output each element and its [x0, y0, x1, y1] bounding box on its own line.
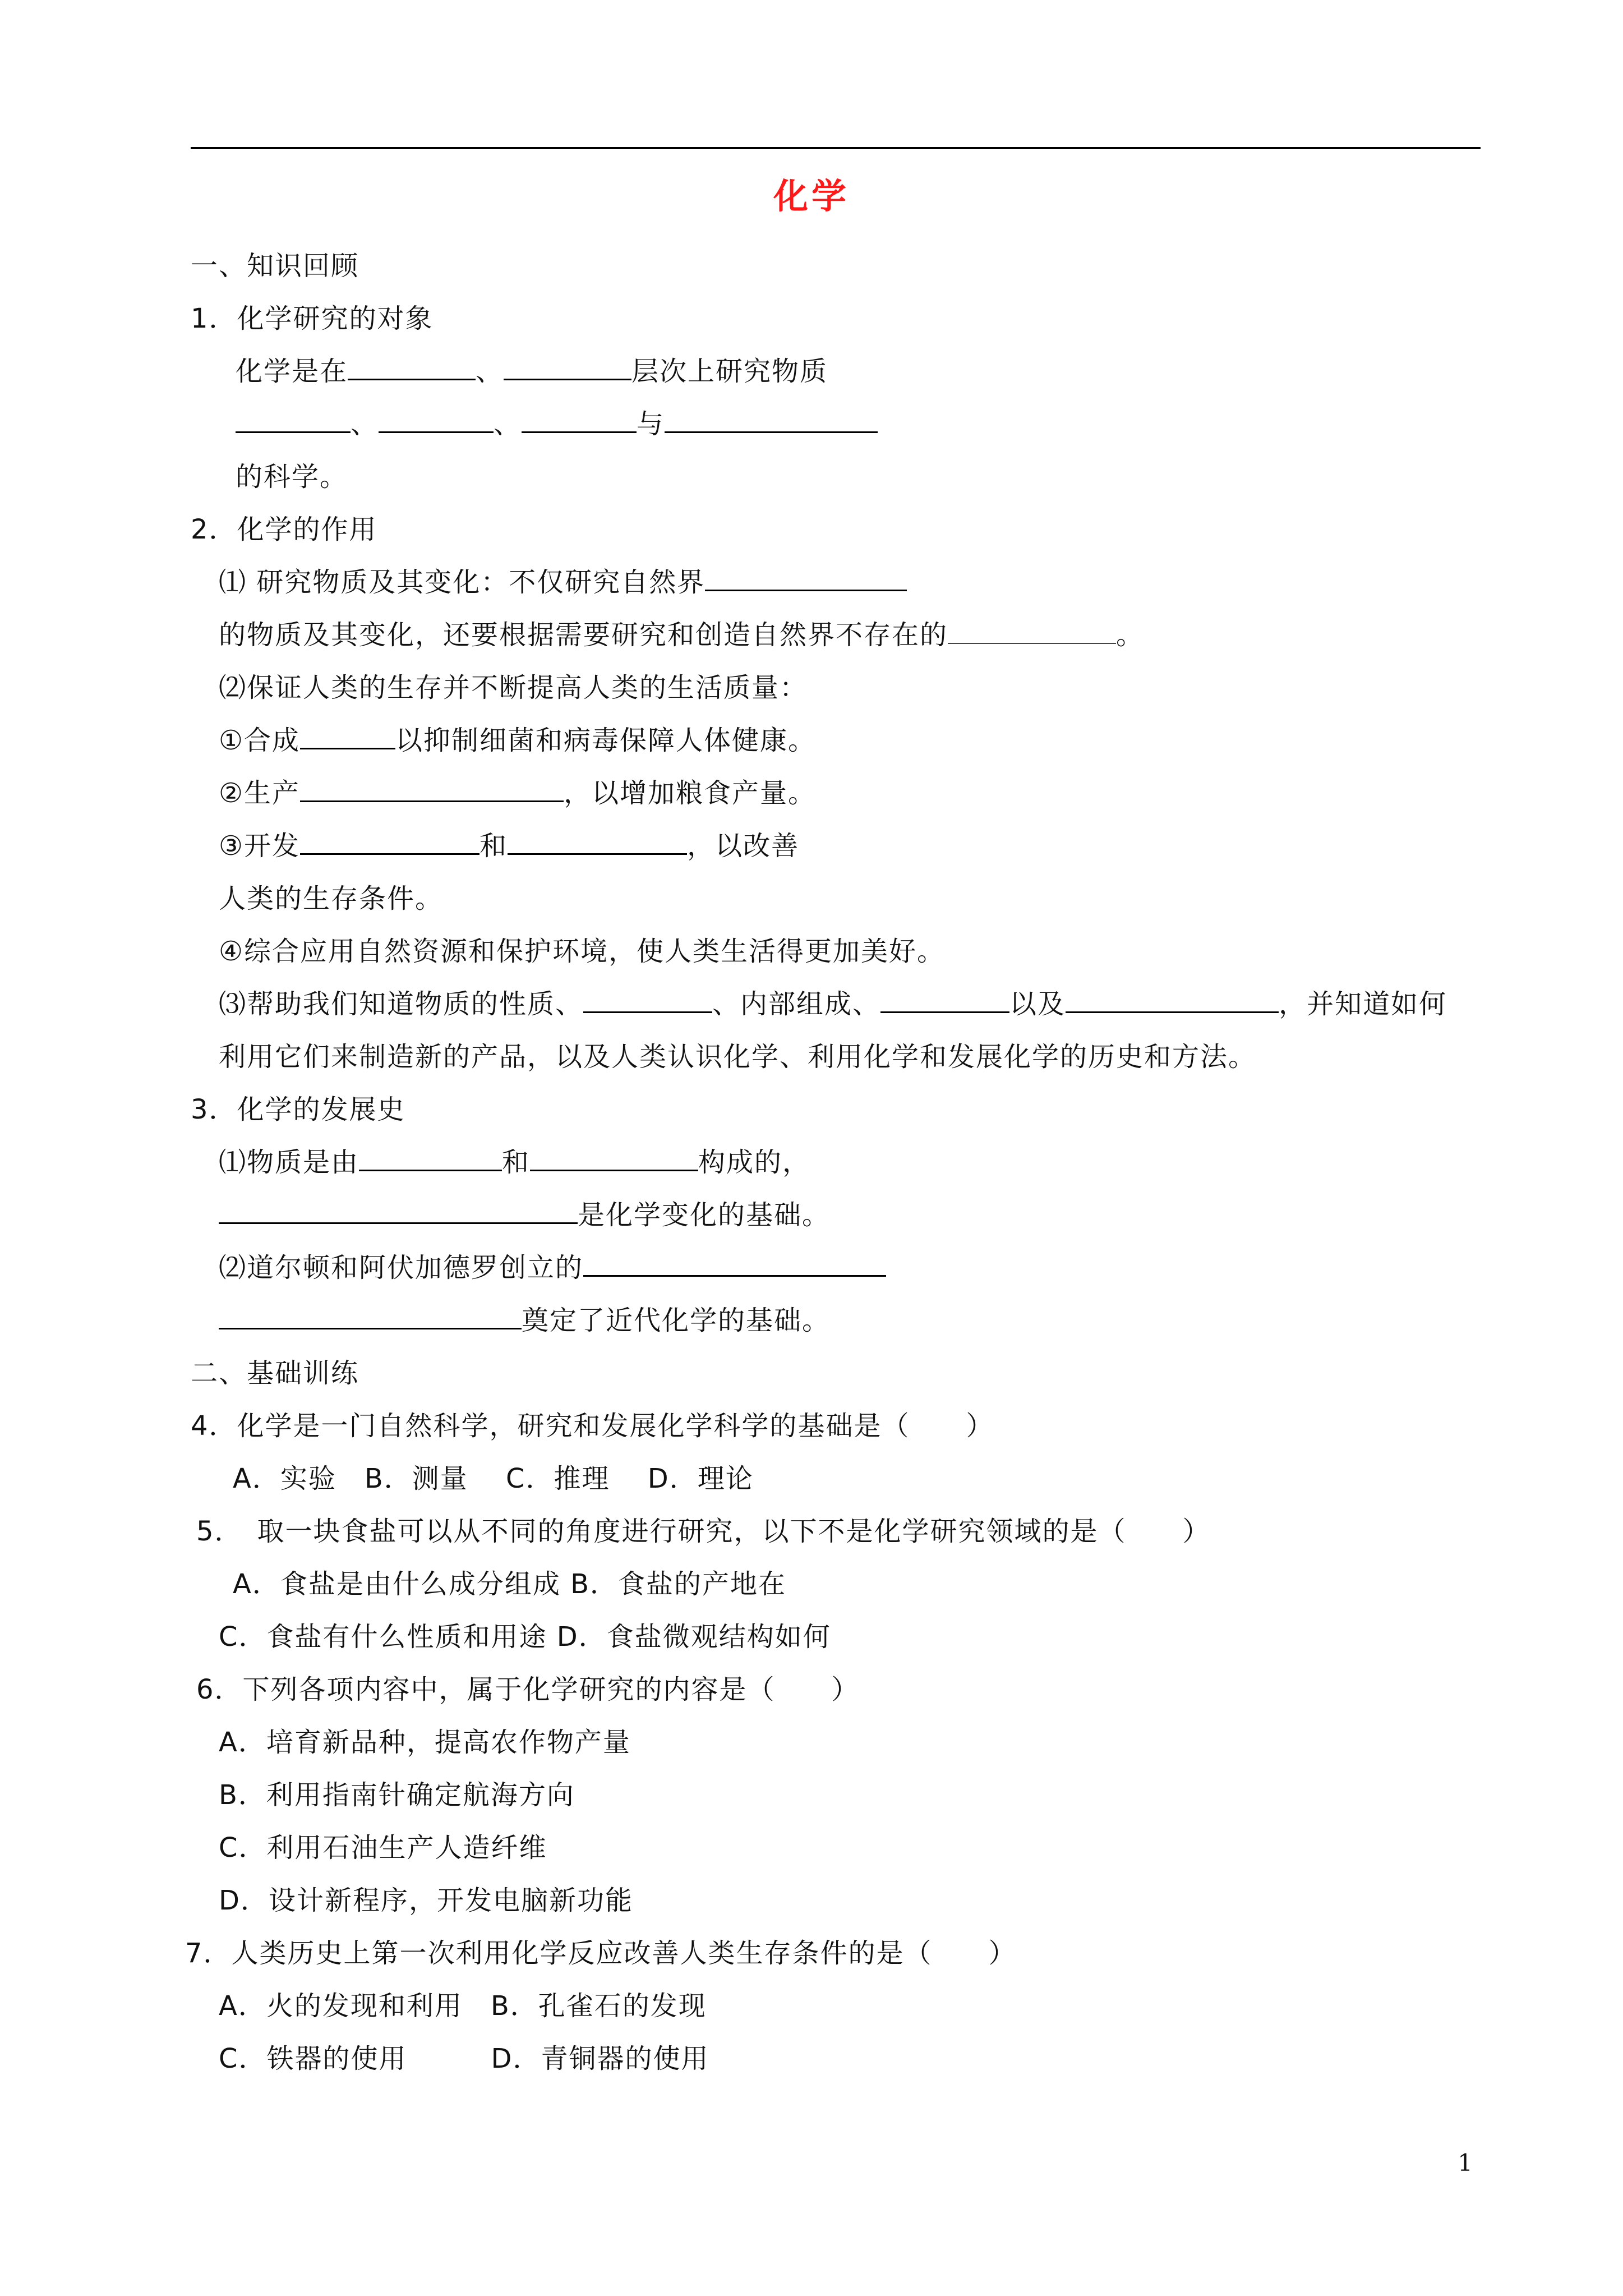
answer-blank[interactable]: [530, 1145, 698, 1171]
section-heading: 一、知识回顾: [191, 250, 359, 282]
question-stem: 5． 取一块食盐可以从不同的角度进行研究，以下不是化学研究领域的是（ ）: [196, 1516, 1211, 1547]
answer-blank[interactable]: [1066, 987, 1279, 1013]
question-stem: 7．人类历史上第一次利用化学反应改善人类生存条件的是（ ）: [185, 1938, 1017, 1969]
text-line: 、 、 与: [236, 406, 878, 442]
text-line: ③开发 和 ，以改善: [219, 828, 799, 864]
option-b: B．利用指南针确定航海方向: [219, 1779, 575, 1811]
answer-blank[interactable]: [359, 1145, 502, 1171]
answer-blank[interactable]: [219, 1303, 522, 1329]
text-line: ⑵道尔顿和阿伏加德罗创立的: [219, 1250, 886, 1286]
text-line: ①合成 以抑制细菌和病毒保障人体健康。: [219, 723, 816, 758]
text-line: 的物质及其变化，还要根据需要研究和创造自然界不存在的 。: [219, 619, 1145, 651]
option-a: A．培育新品种，提高农作物产量: [219, 1727, 631, 1758]
answer-blank[interactable]: [583, 987, 712, 1013]
text-line: ⑴ 研究物质及其变化：不仅研究自然界: [219, 564, 907, 600]
answer-blank[interactable]: [948, 618, 1116, 644]
text-line: 的科学。: [236, 461, 348, 493]
question-stem: 6．下列各项内容中，属于化学研究的内容是（ ）: [196, 1674, 860, 1705]
text-line: 利用它们来制造新的产品，以及人类认识化学、利用化学和发展化学的历史和方法。: [219, 1041, 1257, 1073]
section-heading: 二、基础训练: [191, 1358, 359, 1389]
option-d: D．设计新程序，开发电脑新功能: [219, 1885, 633, 1916]
question-options: C．食盐有什么性质和用途 D．食盐微观结构如何: [219, 1621, 831, 1653]
page-number: 1: [1458, 2149, 1473, 2177]
question-options: A．火的发现和利用 B．孔雀石的发现: [219, 1990, 707, 2022]
text-line: ④综合应用自然资源和保护环境，使人类生活得更加美好。: [219, 936, 946, 967]
question-title: 3．化学的发展史: [191, 1094, 405, 1125]
answer-blank[interactable]: [219, 1198, 578, 1224]
option-c: C．利用石油生产人造纤维: [219, 1832, 547, 1864]
header-rule: [191, 147, 1481, 149]
question-stem: 4．化学是一门自然科学，研究和发展化学科学的基础是（ ）: [191, 1410, 994, 1442]
answer-blank[interactable]: [665, 407, 878, 433]
answer-blank[interactable]: [508, 829, 687, 855]
answer-blank[interactable]: [300, 776, 564, 802]
page-title: 化学: [773, 176, 850, 217]
answer-blank[interactable]: [236, 407, 351, 433]
text-line: ②生产 ，以增加粮食产量。: [219, 775, 816, 811]
answer-blank[interactable]: [379, 407, 494, 433]
text-line: 是化学变化的基础。: [219, 1197, 830, 1233]
text-line: 化学是在 、 层次上研究物质: [236, 353, 828, 389]
answer-blank[interactable]: [300, 723, 395, 749]
text-line: ⑶帮助我们知道物质的性质、 、内部组成、 以及 ，并知道如何: [219, 986, 1447, 1022]
text-line: 奠定了近代化学的基础。: [219, 1303, 830, 1338]
text-line: ⑵保证人类的生存并不断提高人类的生活质量：: [219, 672, 808, 703]
answer-blank[interactable]: [300, 829, 479, 855]
answer-blank[interactable]: [348, 354, 476, 380]
answer-blank[interactable]: [705, 565, 907, 591]
question-options: C．铁器的使用 D．青铜器的使用: [219, 2043, 709, 2074]
question-title: 2．化学的作用: [191, 514, 377, 545]
answer-blank[interactable]: [504, 354, 631, 380]
question-title: 1．化学研究的对象: [191, 303, 434, 334]
text-line: 人类的生存条件。: [219, 883, 444, 914]
text-line: ⑴物质是由 和 构成的，: [219, 1144, 810, 1180]
question-options: A．实验 B．测量 C．推理 D．理论: [233, 1463, 754, 1494]
answer-blank[interactable]: [880, 987, 1009, 1013]
answer-blank[interactable]: [583, 1250, 886, 1277]
question-options: A．食盐是由什么成分组成 B．食盐的产地在: [233, 1568, 787, 1600]
answer-blank[interactable]: [522, 407, 637, 433]
